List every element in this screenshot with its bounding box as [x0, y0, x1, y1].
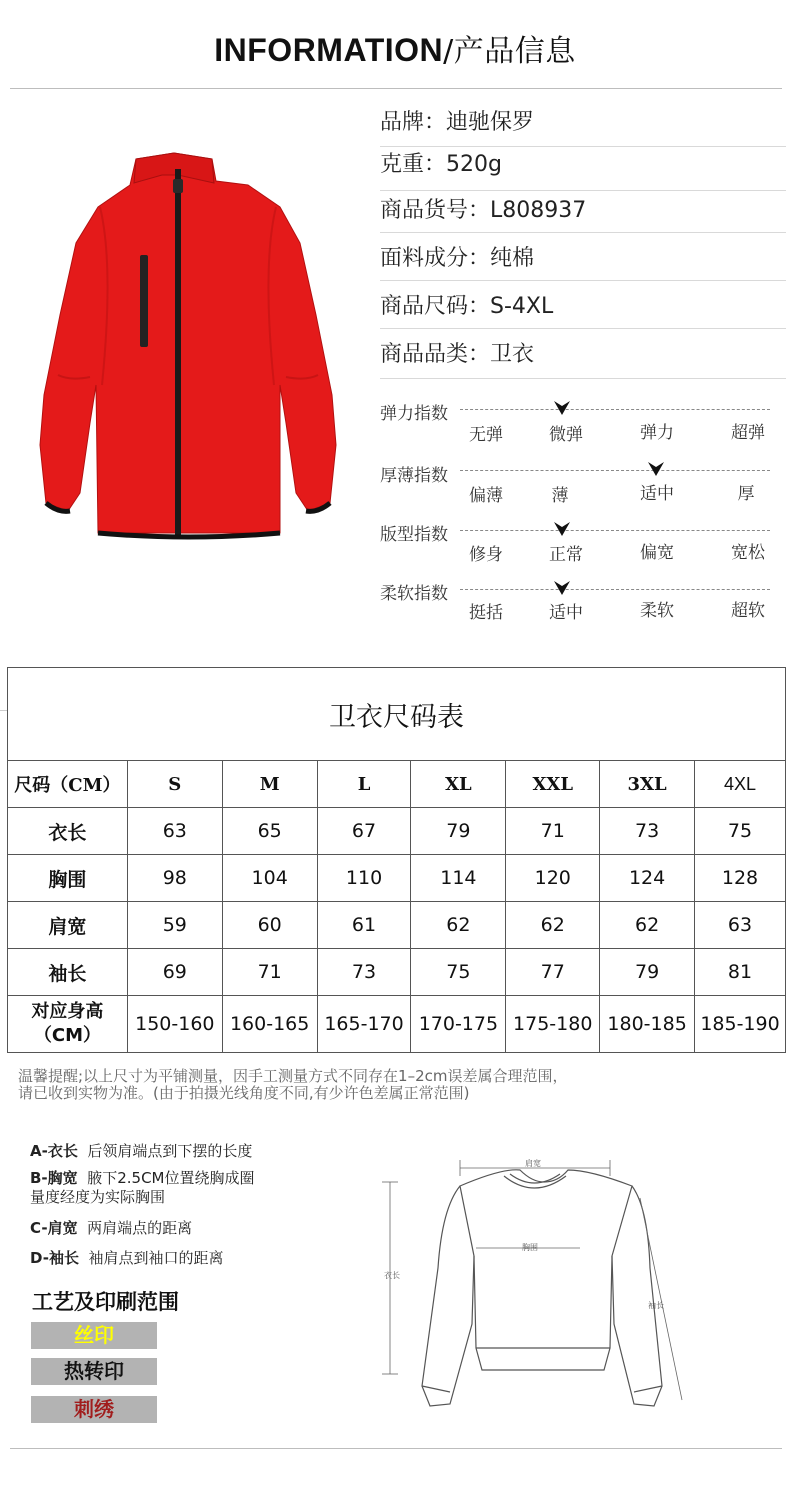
- info-label: 商品品类: [380, 342, 469, 367]
- title-en: INFORMATION: [214, 32, 444, 68]
- size-table-caption: 卫衣尺码表: [8, 668, 786, 761]
- column-header: S: [127, 761, 222, 808]
- table-cell: 62: [411, 902, 506, 949]
- info-label: 商品尺码: [380, 294, 469, 319]
- table-cell: 62: [600, 902, 695, 949]
- info-value: 纯棉: [490, 246, 535, 271]
- table-cell: 128: [695, 855, 786, 902]
- craft-title: 工艺及印刷范围: [32, 1290, 179, 1314]
- row-label: 对应身高（CM）: [8, 996, 128, 1053]
- chest-pocket: [140, 255, 148, 347]
- info-value: 卫衣: [490, 342, 535, 367]
- table-cell: 69: [127, 949, 222, 996]
- table-cell: 124: [600, 855, 695, 902]
- index-option: 适中: [640, 484, 674, 504]
- table-cell: 60: [222, 902, 317, 949]
- index-marker-icon: [553, 521, 571, 537]
- index-option: 偏宽: [640, 543, 674, 563]
- info-value: 520g: [446, 152, 502, 177]
- table-cell: 180-185: [600, 996, 695, 1053]
- definition-key: D-袖长: [30, 1249, 79, 1267]
- table-cell: 63: [695, 902, 786, 949]
- table-cell: 75: [695, 808, 786, 855]
- page-title: [0, 26, 790, 70]
- index-option: 超弹: [731, 423, 765, 443]
- table-cell: 160-165: [222, 996, 317, 1053]
- craft-silkscreen: 丝印: [31, 1322, 157, 1349]
- column-header: XXL: [506, 761, 600, 808]
- table-cell: 63: [127, 808, 222, 855]
- table-cell: 75: [411, 949, 506, 996]
- index-option: 宽松: [731, 543, 765, 563]
- table-row: [8, 949, 786, 996]
- table-cell: 67: [317, 808, 411, 855]
- table-row: [8, 902, 786, 949]
- table-cell: 59: [127, 902, 222, 949]
- separator: ：: [424, 152, 447, 177]
- row-label: 衣长: [8, 808, 128, 855]
- column-header: L: [317, 761, 411, 808]
- column-header: 4XL: [695, 761, 786, 808]
- index-option: 偏薄: [469, 486, 503, 506]
- table-cell: 79: [600, 949, 695, 996]
- index-option: 无弹: [469, 425, 503, 445]
- table-row: [8, 855, 786, 902]
- index-option: 厚: [737, 484, 755, 504]
- index-marker-icon: [553, 400, 571, 416]
- table-row: [8, 996, 786, 1053]
- index-option: 薄: [551, 486, 569, 506]
- table-cell: 185-190: [695, 996, 786, 1053]
- table-cell: 81: [695, 949, 786, 996]
- info-row-size: [380, 292, 786, 329]
- info-row-brand: [380, 108, 786, 147]
- table-cell: 104: [222, 855, 317, 902]
- table-cell: 71: [506, 808, 600, 855]
- index-option: 微弹: [549, 425, 583, 445]
- craft-embroidery: 刺绣: [31, 1396, 157, 1423]
- table-cell: 110: [317, 855, 411, 902]
- index-dashline: [460, 470, 770, 471]
- diagram-label-sleeve: 袖长: [648, 1301, 664, 1310]
- sweatshirt-diagram: [372, 1148, 692, 1418]
- table-cell: 61: [317, 902, 411, 949]
- index-option: 柔软: [640, 601, 674, 621]
- index-dashline: [460, 530, 770, 531]
- diagram-label-shoulder: 肩宽: [525, 1159, 541, 1168]
- column-header: 3XL: [600, 761, 695, 808]
- definition-key: C-肩宽: [30, 1219, 78, 1237]
- table-cell: 73: [317, 949, 411, 996]
- table-row: [8, 808, 786, 855]
- index-label-elastic: 弹力指数: [380, 404, 448, 424]
- size-table-header: [8, 761, 786, 808]
- index-marker-icon: [647, 461, 665, 477]
- index-label-thickness: 厚薄指数: [380, 466, 448, 486]
- info-label: 品牌: [380, 110, 425, 135]
- index-option: 正常: [549, 545, 583, 565]
- info-label: 面料成分: [380, 246, 469, 271]
- separator: ：: [468, 198, 491, 223]
- index-dashline: [460, 409, 770, 410]
- index-marker-icon: [553, 580, 571, 596]
- index-label-softness: 柔软指数: [380, 584, 448, 604]
- separator: ：: [468, 342, 491, 367]
- table-cell: 165-170: [317, 996, 411, 1053]
- jacket-image: [18, 145, 348, 545]
- definition-chest: [30, 1169, 255, 1207]
- definition-text-2: 量度经度为实际胸围: [30, 1188, 166, 1206]
- index-dashline: [460, 589, 770, 590]
- index-option: 超软: [731, 601, 765, 621]
- note-line-2: 请已收到实物为准。(由于拍摄光线角度不同,有少许色差属正常范围): [18, 1084, 470, 1102]
- table-cell: 150-160: [127, 996, 222, 1053]
- separator: ：: [468, 294, 491, 319]
- index-option: 修身: [469, 545, 503, 565]
- table-cell: 62: [506, 902, 600, 949]
- footer-divider: [10, 1448, 782, 1449]
- separator: ：: [424, 110, 447, 135]
- definition-sleeve: [30, 1247, 224, 1268]
- column-header: XL: [411, 761, 506, 808]
- table-cell: 73: [600, 808, 695, 855]
- definition-text: 后领肩端点到下摆的长度: [87, 1142, 253, 1160]
- table-cell: 65: [222, 808, 317, 855]
- definition-length: [30, 1140, 252, 1161]
- table-cell: 98: [127, 855, 222, 902]
- index-option: 适中: [549, 603, 583, 623]
- info-row-category: [380, 340, 786, 379]
- info-value: 迪驰保罗: [446, 110, 535, 135]
- column-header: M: [222, 761, 317, 808]
- zipper: [175, 169, 181, 535]
- note-line-1: 温馨提醒;以上尺寸为平铺测量，因手工测量方式不同存在1–2cm误差属合理范围，: [18, 1067, 568, 1085]
- table-cell: 170-175: [411, 996, 506, 1053]
- definition-key: B-胸宽: [30, 1169, 78, 1187]
- index-option: 弹力: [640, 423, 674, 443]
- column-header: 尺码（CM）: [8, 761, 128, 808]
- table-cell: 175-180: [506, 996, 600, 1053]
- index-label-fit: 版型指数: [380, 525, 448, 545]
- table-cell: 120: [506, 855, 600, 902]
- craft-heat-transfer: 热转印: [31, 1358, 157, 1385]
- row-label: 肩宽: [8, 902, 128, 949]
- table-cell: 114: [411, 855, 506, 902]
- index-option: 挺括: [469, 603, 503, 623]
- table-cell: 79: [411, 808, 506, 855]
- diagram-label-chest: 胸围: [522, 1243, 538, 1252]
- table-cell: 71: [222, 949, 317, 996]
- separator: ：: [468, 246, 491, 271]
- header-divider: [10, 88, 782, 89]
- size-table: [7, 667, 786, 1053]
- info-value: S-4XL: [490, 294, 554, 319]
- info-row-sku: [380, 196, 786, 233]
- definition-text: 两肩端点的距离: [87, 1219, 193, 1237]
- diagram-label-length: 衣长: [384, 1271, 400, 1280]
- info-label: 克重: [380, 152, 425, 177]
- info-value: L808937: [490, 198, 587, 223]
- info-label: 商品货号: [380, 198, 469, 223]
- info-row-fabric: [380, 244, 786, 281]
- info-row-weight: [380, 150, 786, 191]
- definition-text: 袖肩点到袖口的距离: [88, 1249, 224, 1267]
- row-label: 袖长: [8, 949, 128, 996]
- table-cell: 77: [506, 949, 600, 996]
- definition-text: 腋下2.5CM位置绕胸成圈: [87, 1169, 255, 1187]
- row-label: 胸围: [8, 855, 128, 902]
- title-cn: /产品信息: [443, 34, 576, 69]
- definition-key: A-衣长: [30, 1142, 78, 1160]
- definition-shoulder: [30, 1217, 192, 1238]
